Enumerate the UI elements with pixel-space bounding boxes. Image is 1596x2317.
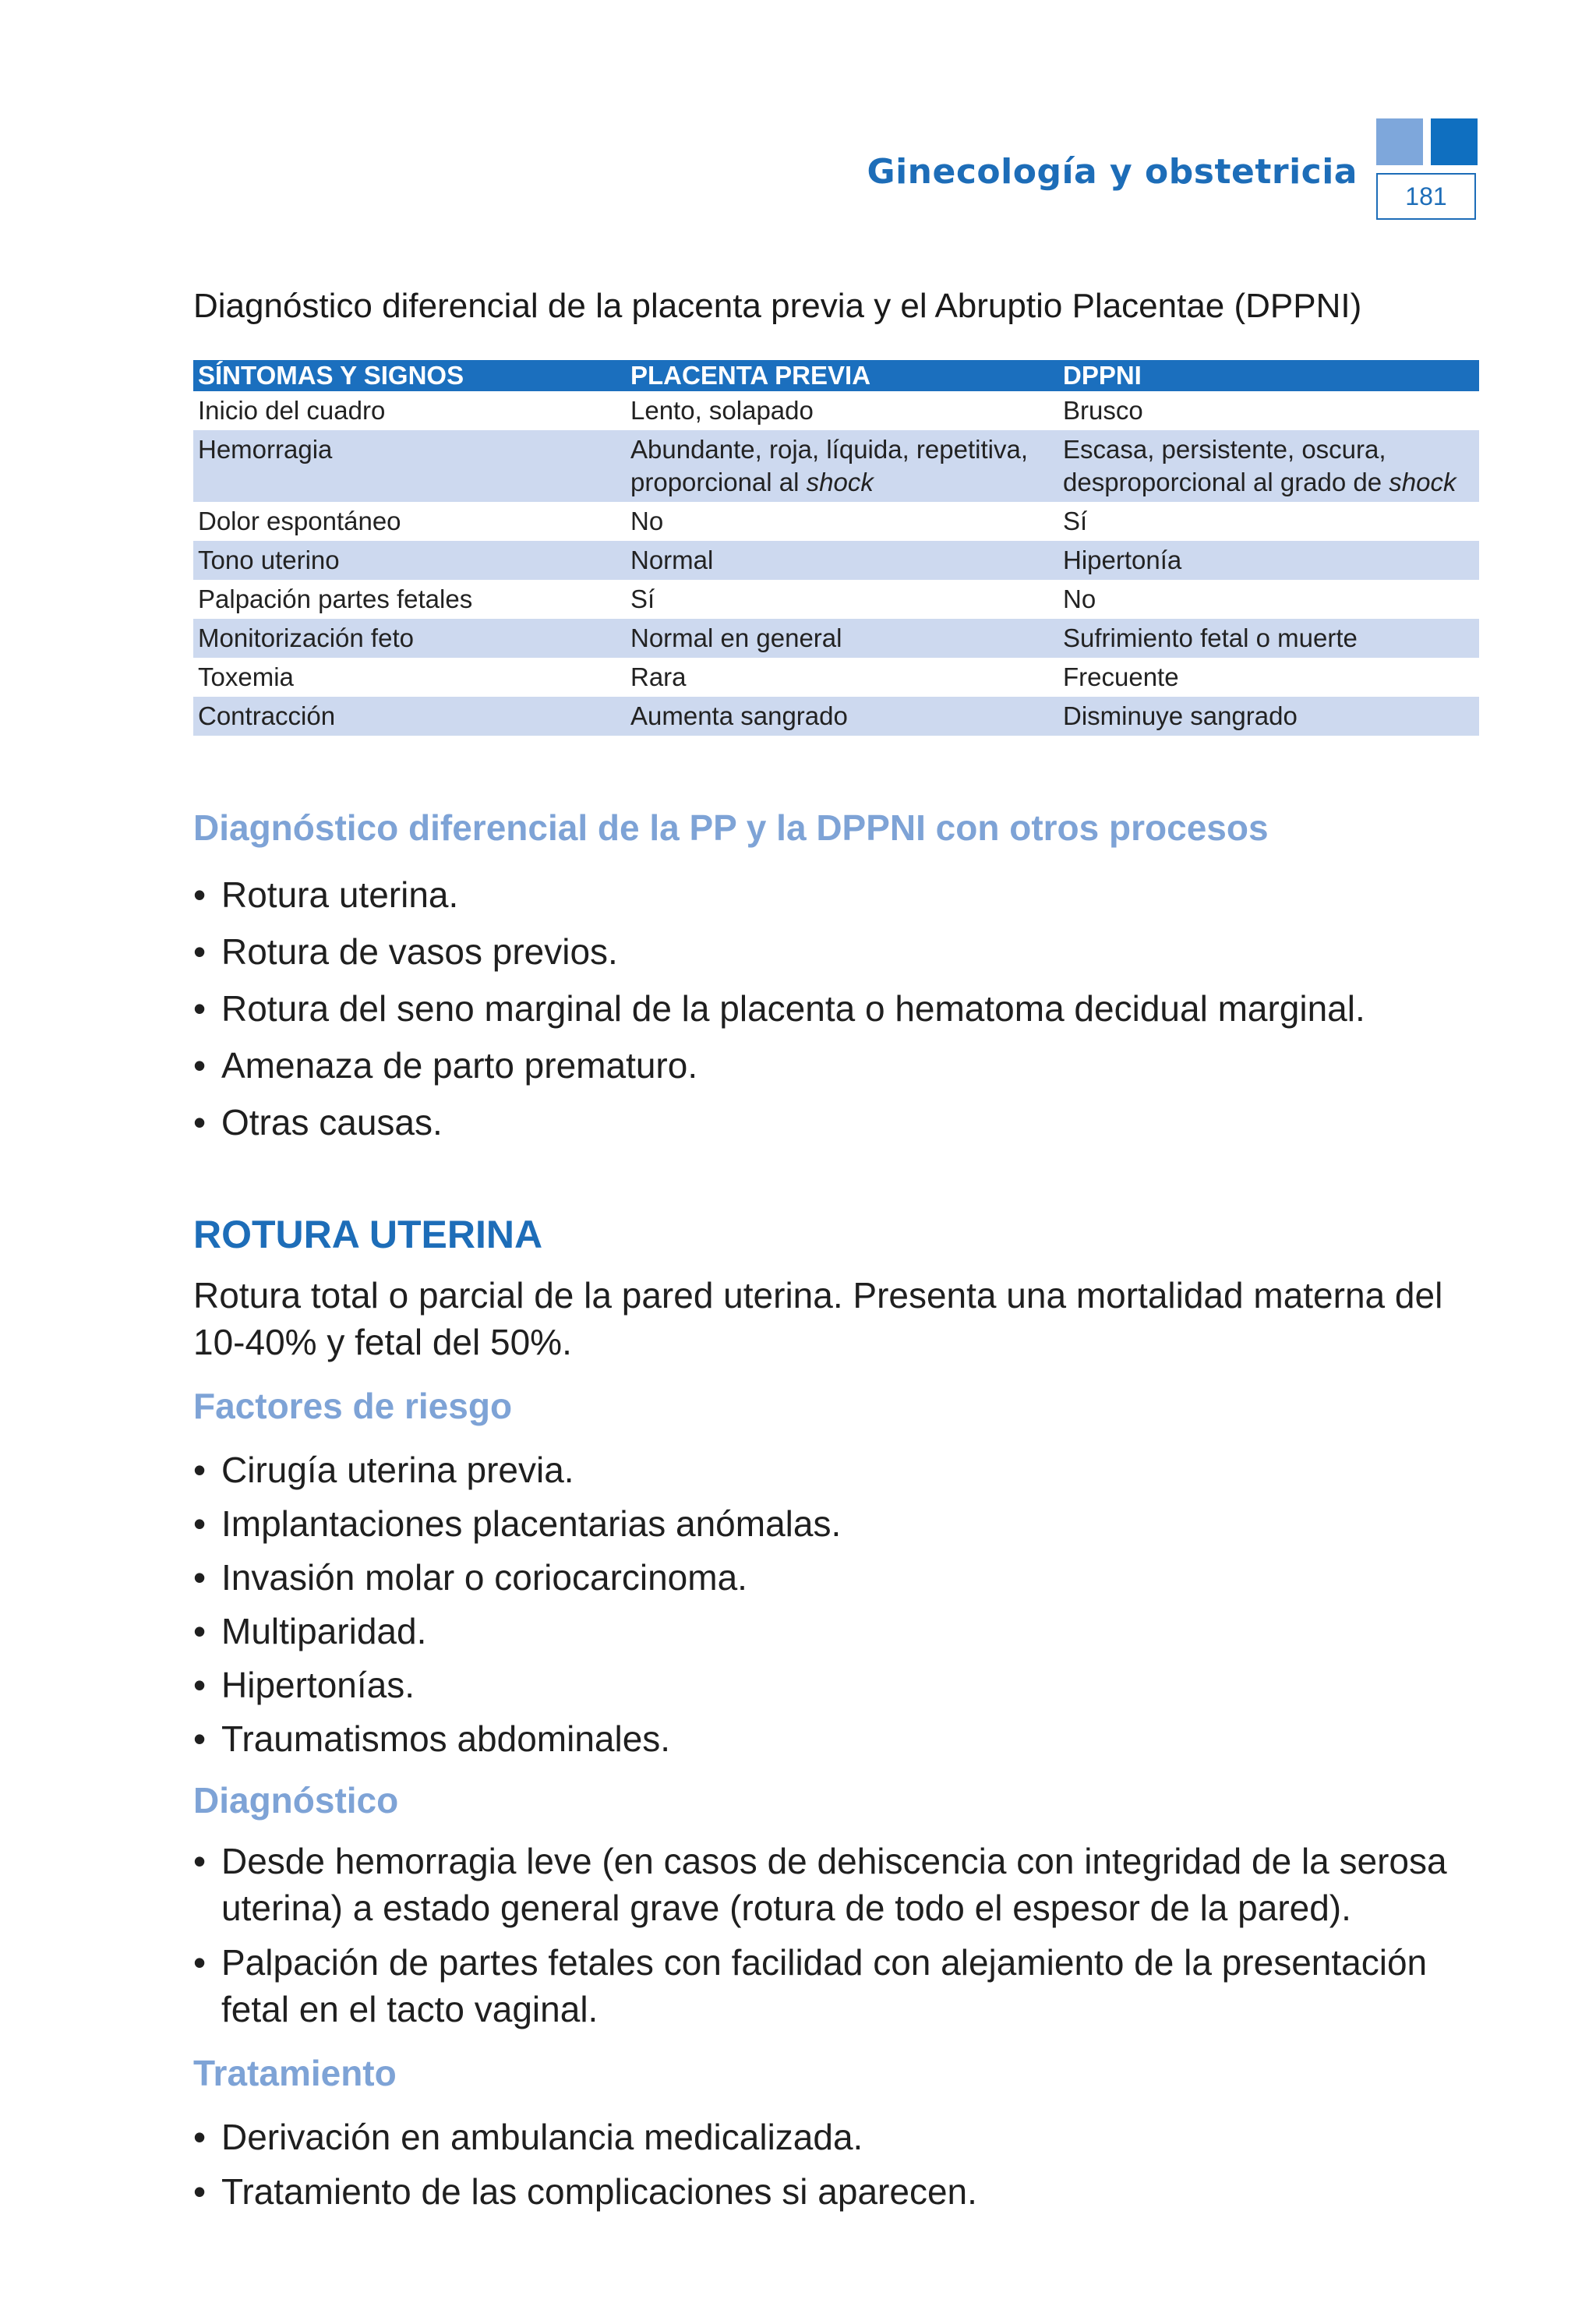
table-cell: Disminuye sangrado <box>1058 697 1479 736</box>
dx-list <box>193 1838 1487 2033</box>
risk-list <box>193 1443 1487 1766</box>
risk-heading: Factores de riesgo <box>193 1386 513 1426</box>
table-header-row <box>193 360 1479 391</box>
table-cell: Toxemia <box>198 662 294 691</box>
table-cell: Brusco <box>1063 396 1143 425</box>
table-cell <box>626 430 1058 502</box>
table-cell: Sufrimiento fetal o muerte <box>1058 619 1479 658</box>
table-cell: Dolor espontáneo <box>198 507 401 535</box>
rotura-intro: Rotura total o parcial de la pared uterina. Presenta una mortalidad materna del 10-40% y fetal del 50%. <box>193 1275 1443 1362</box>
list-item: • Palpación de partes fetales con facilidad con alejamiento de la presentación fetal en el tacto vaginal. <box>193 1939 1487 2033</box>
diff-list <box>193 867 1487 1151</box>
list-item: • Hipertonías. <box>193 1658 1487 1712</box>
list-item: • Invasión molar o coriocarcinoma. <box>193 1551 1487 1605</box>
table-row <box>193 658 1479 697</box>
list-item: • Traumatismos abdominales. <box>193 1712 1487 1766</box>
table-cell: Sí <box>1063 507 1088 535</box>
column-header: DPPNI <box>1058 360 1479 391</box>
list-item: • Otras causas. <box>193 1094 1487 1151</box>
list-item: • Rotura de vasos previos. <box>193 924 1487 980</box>
section-title: Ginecología y obstetricia <box>867 152 1358 192</box>
table-row <box>193 580 1479 619</box>
table-row <box>193 619 1479 658</box>
table-cell <box>1058 430 1479 502</box>
cell-text: Escasa, persistente, oscura, desproporcional al grado de <box>1063 435 1389 496</box>
table-row <box>193 430 1479 502</box>
table-cell: No <box>1063 585 1096 613</box>
header-decor-square-light <box>1376 118 1423 165</box>
table-cell: Aumenta sangrado <box>626 697 1058 736</box>
tx-heading: Tratamiento <box>193 2053 397 2093</box>
table-cell: Sí <box>630 585 655 613</box>
list-item: • Amenaza de parto prematuro. <box>193 1037 1487 1094</box>
page-number: 181 <box>1376 173 1476 220</box>
table-cell: Palpación partes fetales <box>198 585 473 613</box>
table-title: Diagnóstico diferencial de la placenta previa y el Abruptio Placentae (DPPNI) <box>193 287 1362 325</box>
table-cell: Tono uterino <box>193 541 626 580</box>
table-row <box>193 697 1479 736</box>
dx-heading: Diagnóstico <box>193 1780 399 1821</box>
tx-list <box>193 2110 1487 2219</box>
cell-text: Abundante, roja, líquida, repetitiva, proporcional al <box>630 435 1029 496</box>
table-cell: Normal en general <box>626 619 1058 658</box>
table-cell: No <box>630 507 664 535</box>
table-cell: Frecuente <box>1063 662 1179 691</box>
list-item: • Cirugía uterina previa. <box>193 1443 1487 1497</box>
column-header: SÍNTOMAS Y SIGNOS <box>193 360 626 391</box>
rotura-heading: ROTURA UTERINA <box>193 1213 543 1256</box>
list-item: • Implantaciones placentarias anómalas. <box>193 1497 1487 1551</box>
list-item: • Rotura del seno marginal de la placenta o hematoma decidual marginal. <box>193 980 1487 1037</box>
list-item: • Desde hemorragia leve (en casos de dehiscencia con integridad de la serosa uterina) a estado general grave (rotura de todo el espesor de la pared). <box>193 1838 1487 1931</box>
cell-text-italic: shock <box>1389 468 1457 496</box>
table-cell: Normal <box>626 541 1058 580</box>
header-decor-square-dark <box>1431 118 1478 165</box>
list-item: • Derivación en ambulancia medicalizada. <box>193 2110 1487 2164</box>
table-cell: Hipertonía <box>1058 541 1479 580</box>
table-row <box>193 502 1479 541</box>
list-item: • Rotura uterina. <box>193 867 1487 924</box>
differential-table <box>193 360 1479 736</box>
table-cell: Contracción <box>193 697 626 736</box>
table-row <box>193 541 1479 580</box>
table-cell: Monitorización feto <box>193 619 626 658</box>
table-cell: Rara <box>630 662 687 691</box>
table-row <box>193 391 1479 430</box>
table-cell: Lento, solapado <box>630 396 814 425</box>
table-cell: Inicio del cuadro <box>198 396 386 425</box>
column-header: PLACENTA PREVIA <box>626 360 1058 391</box>
table-cell: Hemorragia <box>193 430 626 502</box>
cell-text-italic: shock <box>806 468 874 496</box>
list-item: • Tratamiento de las complicaciones si aparecen. <box>193 2164 1487 2219</box>
list-item: • Multiparidad. <box>193 1605 1487 1658</box>
diff-heading: Diagnóstico diferencial de la PP y la DPPNI con otros procesos <box>193 807 1269 848</box>
